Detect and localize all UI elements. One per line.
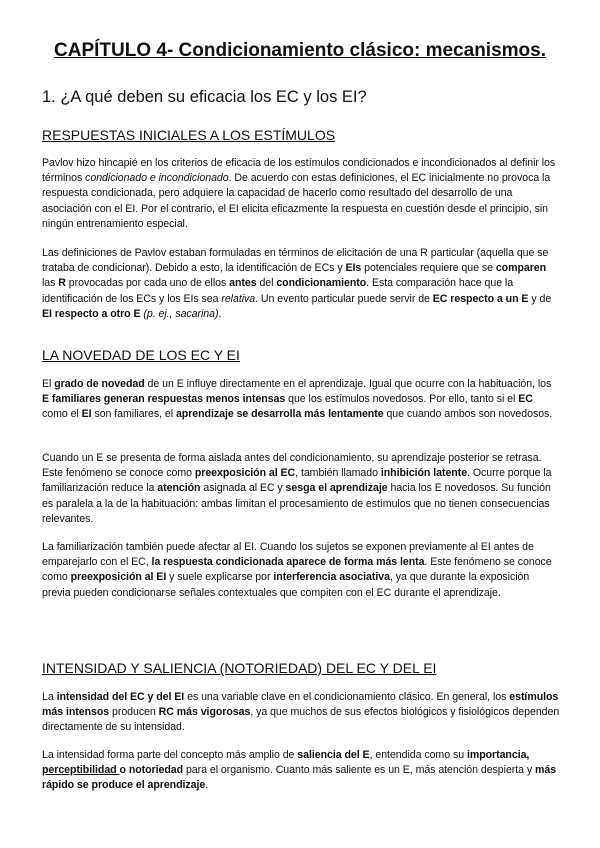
paragraph: Cuando un E se presenta de forma aislada antes del condicionamiento, su aprendizaje posterior se retrasa. Este fenómeno se conoce como preexposición al EC, también llamado inhibición latente. Ocurre porque la familiarización reduce la atención asignada al EC y sesga el aprendizaje hacia los E novedosos. Su función es paralela a la de la habituación: ambas limitan el procesamiento de estímulos que no tienen consecuencias relevantes.: [42, 452, 552, 525]
paragraph: Las definiciones de Pavlov estaban formuladas en términos de elicitación de una R particular (aquella que se trataba de condicionar). Debido a esto, la identificación de ECs y EIs potenciales requiere que se comparen las R provocadas por cada uno de ellos antes del condicionamiento. Esta comparación hace que la identificación de los ECs y los EIs sea relativa. Un evento particular puede servir de EC respecto a un E y de EI respecto a otro E (p. ej., sacarina).: [42, 247, 552, 320]
section-heading-respuestas: RESPUESTAS INICIALES A LOS ESTÍMULOS: [42, 127, 336, 143]
paragraph: El grado de novedad de un E influye directamente en el aprendizaje. Igual que ocurre con la habituación, los E familiares generan respuestas menos intensas que los estímulos novedosos. Por ello, tanto si el EC como el EI son familiares, el aprendizaje se desarrolla más lentamente que cuando ambos son novedosos.: [42, 378, 553, 421]
section-heading-intensidad: INTENSIDAD Y SALIENCIA (NOTORIEDAD) DEL EC Y DEL EI: [42, 660, 437, 676]
paragraph: Pavlov hizo hincapié en los criterios de eficacia de los estímulos condicionados e incondicionados al definir los términos condicionado e incondicionado. De acuerdo con estas definiciones, el EC inicialmente no provoca la respuesta condicionada, pero adquiere la capacidad de hacerlo como resultado del desarrollo de una asociación con el EI. Por el contrario, el EI elicita eficazmente la respuesta en cuestión desde el principio, sin ningún entrenamiento especial.: [42, 157, 556, 230]
chapter-title: CAPÍTULO 4- Condicionamiento clásico: mecanismos.: [54, 40, 546, 61]
paragraph: La familiarización también puede afectar al EI. Cuando los sujetos se exponen previamente al EI antes de emparejarlo con el EC, la respuesta condicionada aparece de forma más lenta. Este fenómeno se conoce como preexposición al EI y suele explicarse por interferencia asociativa, ya que durante la exposición previa pueden condicionarse señales contextuales que compiten con el EC durante el aprendizaje.: [42, 541, 552, 599]
paragraph: La intensidad del EC y del EI es una variable clave en el condicionamiento clásico. En general, los estímulos más intensos producen RC más vigorosas, ya que muchos de sus efectos biológicos y fisiológicos dependen directamente de su intensidad.: [42, 691, 560, 734]
paragraph: La intensidad forma parte del concepto más amplio de saliencia del E, entendida como su importancia, perceptibilidad o notoriedad para el organismo. Cuanto más saliente es un E, más atención despierta y más rápido se produce el aprendizaje.: [42, 749, 557, 792]
section-heading-novedad: LA NOVEDAD DE LOS EC Y EI: [42, 347, 240, 363]
question-heading: 1. ¿A qué deben su eficacia los EC y los EI?: [42, 88, 367, 106]
